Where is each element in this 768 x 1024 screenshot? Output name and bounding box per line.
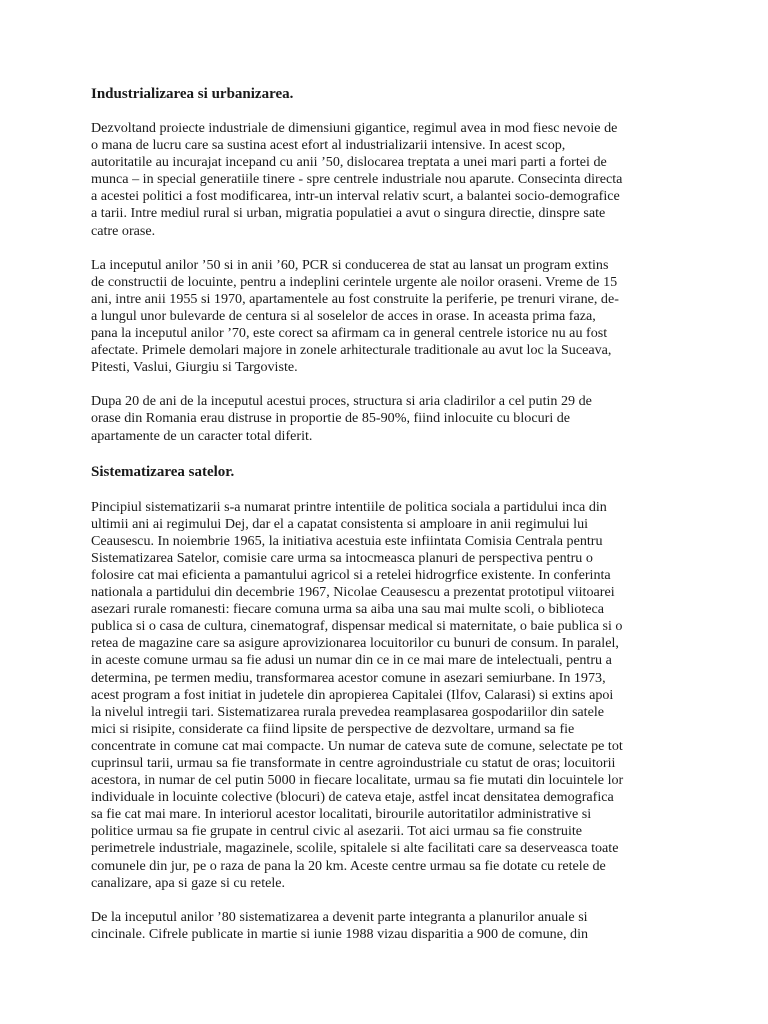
text-line: pana la inceputul anilor ’70, este corect sa afirmam ca in general centrele istorice nu au fost (91, 325, 608, 342)
text-line: acestora, in numar de cel putin 5000 in fiecare localitate, urmau sa fie mutati din locuintele lor (91, 772, 624, 789)
text-line: ultimii ani ai regimului Dej, dar el a capatat consistenta si amploare in anii regimului lui (91, 515, 589, 532)
text-line: apartamente de un caracter total diferit. (91, 427, 313, 444)
section-heading-industrializare: Industrializarea si urbanizarea. (91, 86, 294, 102)
text-line: Sistematizarea Satelor, comisie care urma sa intocmeasca planuri de perspectiva pentru o (91, 549, 593, 566)
section-body-industrializare (91, 120, 687, 445)
paragraph (91, 257, 687, 377)
text-line: acest program a fost initiat in judetele din apropierea Capitalei (Ilfov, Calarasi) si extins apoi (91, 686, 614, 703)
paragraph (91, 120, 687, 240)
paragraph (91, 499, 687, 892)
text-line: individuale in locuinte colective (blocuri) de cateva etaje, astfel incat densitatea demografica (91, 789, 614, 806)
text-line: retea de magazine care sa asigure aprovizionarea locuitorilor cu bunuri de consum. In paralel, (91, 635, 619, 652)
text-line: afectate. Primele demolari majore in zonele arhitecturale traditionale au avut loc la Suceava, (91, 342, 612, 359)
text-line: Dupa 20 de ani de la inceputul acestui proces, structura si aria cladirilor a cel putin 29 de (91, 393, 592, 410)
text-line: Ceausescu. In noiembrie 1965, la initiativa acestuia este infiintata Comisia Centrala pentru (91, 532, 603, 549)
text-line: munca – in special generatiile tinere - spre centrele industriale nou aparute. Consecinta directa (91, 171, 623, 188)
text-line: concentrate in comune cat mai compacte. Un numar de cateva sute de comune, selectate pe tot (91, 737, 623, 754)
text-line: La inceputul anilor ’50 si in anii ’60, PCR si conducerea de stat au lansat un program extins (91, 256, 609, 273)
text-line: catre orase. (91, 222, 156, 239)
text-line: a tarii. Intre mediul rural si urban, migratia populatiei a avut o singura directie, dinspre sate (91, 205, 606, 222)
section-body-sistematizare (91, 499, 687, 943)
text-line: Dezvoltand proiecte industriale de dimensiuni gigantice, regimul avea in mod fiesc nevoie de (91, 120, 618, 136)
text-line: cincinale. Cifrele publicate in martie si iunie 1988 vizau disparitia a 900 de comune, din (91, 925, 589, 942)
text-line: publica si o casa de cultura, cinematograf, dispensar medical si maternitate, o baie publica si o (91, 618, 623, 635)
text-line: cuprinsul tarii, urmau sa fie transformate in centre agroindustriale cu statut de oras; locuitorii (91, 755, 616, 771)
text-line: ani, intre anii 1955 si 1970, apartamentele au fost construite la periferie, pe trenuri virane, de- (91, 290, 619, 307)
paragraph (91, 909, 687, 943)
text-line: politice urmau sa fie grupate in centrul civic al asezarii. Tot aici urmau sa fie construite (91, 823, 583, 840)
text-line: o mana de lucru care sa sustina acest efort al industrializarii intensive. In acest scop, (91, 137, 566, 154)
text-line: asezari rurale romanesti: fiecare comuna urma sa aiba una sau mai multe scoli, o biblioteca (91, 601, 605, 618)
text-line: in aceste comune urmau sa fie adusi un numar din ce in ce mai mare de intelectuali, pentru a (91, 652, 612, 669)
text-line: folosire cat mai eficienta a pamantului agricol si a retelei hidrogrfice existente. In conferinta (91, 566, 611, 583)
text-line: sa fie cat mai mare. In interiorul acestor localitati, birourile autoritatilor administrative si (91, 806, 592, 823)
text-line: Pincipiul sistematizarii s-a numarat printre intentiile de politica sociala a partidului inca din (91, 498, 607, 515)
text-line: de constructii de locuinte, pentru a indeplini cerintele urgente ale noilor oraseni. Vreme de 15 (91, 273, 618, 290)
text-line: nationala a partidului din decembrie 1967, Nicolae Ceausescu a prezentat prototipul viitoarei (91, 584, 615, 601)
text-line: determina, pe termen mediu, transformarea acestor comune in asezari semiurbane. In 1973, (91, 669, 606, 686)
text-line: la nivelul intregii tari. Sistematizarea rurala prevedea reamplasarea gospodariilor din satele (91, 703, 605, 720)
text-line: a lungul unor bulevarde de centura si al soselelor de acces in orase. In aceasta prima faza, (91, 307, 596, 324)
text-line: comunele din jur, pe o raza de pana la 20 km. Aceste centre urmau sa fie dotate cu retele de (91, 857, 606, 874)
text-line: perimetrele industriale, magazinele, scolile, spitalele si alte facilitati care sa deserveasca toate (91, 840, 619, 857)
section-heading-sistematizare: Sistematizarea satelor. (91, 463, 235, 480)
paragraph (91, 393, 687, 444)
text-line: mici si risipite, considerate ca fiind lipsite de perspective de dezvoltare, urmand sa fie (91, 720, 575, 737)
text-line: Pitesti, Vaslui, Giurgiu si Targoviste. (91, 359, 298, 376)
text-line: De la inceputul anilor ’80 sistematizarea a devenit parte integranta a planurilor anuale si (91, 908, 588, 925)
text-line: autoritatile au incurajat incepand cu anii ’50, dislocarea treptata a unei mari parti a fortei de (91, 154, 607, 171)
text-line: orase din Romania erau distruse in proportie de 85-90%, fiind inlocuite cu blocuri de (91, 410, 571, 427)
document-page (91, 84, 687, 960)
text-line: a acestei politici a fost modificarea, intr-un interval relativ scurt, a balantei socio-demografice (91, 188, 620, 205)
text-line: canalizare, apa si gaze si cu retele. (91, 874, 286, 891)
